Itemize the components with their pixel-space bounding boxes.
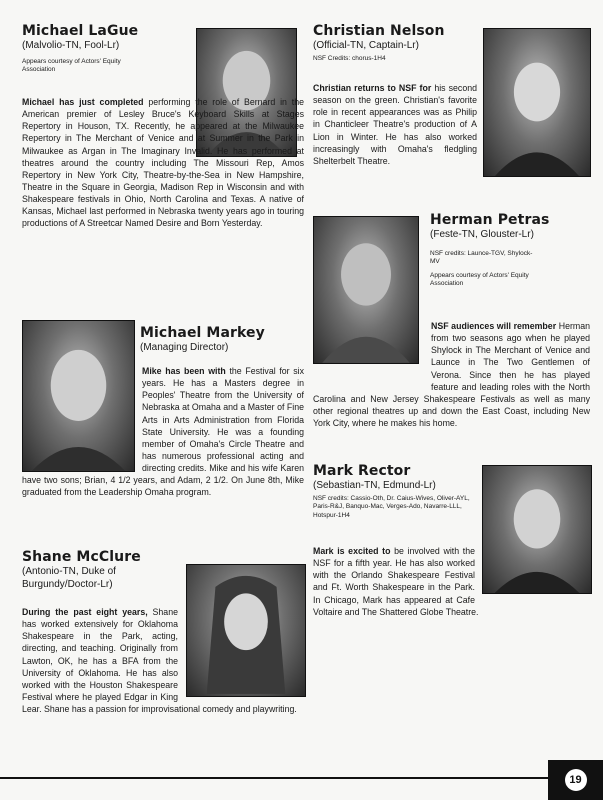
bio-michael-lague bbox=[22, 24, 190, 75]
bio-role: (Antonio-TN, Duke of Burgundy/Doctor-Lr) bbox=[22, 566, 116, 590]
page-number-badge bbox=[548, 760, 603, 800]
nsf-credits: NSF credits: Cassio-Oth, Dr. Caius-Wives, Oliver-AYL, Paris-R&J, Banquo-Mac, Verges-Ado, Navarre-LLL, Hotspur-1H4 bbox=[313, 494, 470, 519]
bio-mark-rector bbox=[313, 464, 483, 520]
bio-shane-mcclure bbox=[22, 550, 162, 591]
bio-name: Shane McClure bbox=[22, 549, 141, 565]
bio-text-michael-lague: Michael has just completed performing the role of Bernard in the American premier of Lesley Bruce's Keyboard Skills at Stages Repertory in Houson, TX. Recently, he appeared at the Milwaukee Repertory in The Merchant of Venice and at Summer in the Park in Milwaukee as Argan in The Imaginary Invalid. He has performed at theatres around the country including The Missouri Rep, Amos Repertory in New York City, Theatre-by-the-Sea in New Hampshire, Theatre in the Square in Georgia, Madison Rep in Wisconsin and with Shakespeare festivals in Ohio, North Carolina and Texas. A native of Kansas, Michael last performed in Nebraska twenty years ago in touring productions of A Streetcar Named Desire and Born Yesterday. bbox=[22, 97, 304, 229]
headshot-christian-nelson bbox=[483, 28, 591, 177]
bio-role: (Official-TN, Captain-Lr) bbox=[313, 40, 419, 52]
bio-name: Christian Nelson bbox=[313, 23, 445, 39]
bio-role: (Feste-TN, Glouster-Lr) bbox=[430, 229, 534, 241]
bio-name: Michael Markey bbox=[140, 325, 265, 341]
bio-text-shane-mcclure: During the past eight years, Shane has worked extensively for Oklahoma Shakespeare in the Park, acting, directing, and teaching. Originally from Lawton, OK, he has a BFA from the University of Oklahoma. He has also worked with the Houston Shakespeare Festival where he played Edgar in King Lear. Shane has a passion for improvisational comedy and playwriting. bbox=[22, 607, 297, 714]
portrait-icon bbox=[484, 29, 590, 176]
bio-role: (Sebastian-TN, Edmund-Lr) bbox=[313, 480, 436, 492]
bio-role: (Malvolio-TN, Fool-Lr) bbox=[22, 40, 120, 52]
bio-name: Mark Rector bbox=[313, 463, 411, 479]
page-number: 19 bbox=[565, 769, 587, 791]
bio-herman-petras bbox=[430, 213, 590, 289]
bio-text-christian-nelson: Christian returns to NSF for his second season on the green. Christian's favorite role in recent appearances was as Philip in Chanticleer Theatre's production of A Lion in Winter. He has also worked increasingly with Omaha's fledgling Shelterbelt Theatre. bbox=[313, 83, 477, 166]
bio-role: (Managing Director) bbox=[140, 342, 229, 354]
equity-note: Appears courtesy of Actors' Equity Association bbox=[22, 57, 121, 74]
bio-christian-nelson bbox=[313, 24, 473, 63]
nsf-credits: NSF Credits: chorus-1H4 bbox=[313, 54, 386, 62]
footer-rule bbox=[0, 777, 550, 779]
bio-michael-markey bbox=[140, 326, 300, 355]
bio-text-herman-petras: NSF audiences will remember Herman from two seasons ago when he played Shylock in The Merchant of Venice and Launce in The Two Gentlemen of Verona. Since then he has played feature and leading roles with the North Carolina and New Jersey Shakespeare Festivals as well as many other regional theatres up and down the East Coast, including New York City, where he makes his home. bbox=[313, 321, 591, 428]
bio-text-mark-rector: Mark is excited to be involved with the NSF for a fifth year. He has also worked with the Orlando Shakespeare Festival and Ft. Worth Shakespeare in the Park. In Chicago, Mark has appeared at Cafe Voltaire and The Shattered Globe Theatre. bbox=[313, 546, 479, 617]
bio-name: Michael LaGue bbox=[22, 23, 139, 39]
equity-note: Appears courtesy of Actors' Equity Association bbox=[430, 271, 529, 288]
bio-name: Herman Petras bbox=[430, 212, 550, 228]
nsf-credits: NSF credits: Launce-TGV, Shylock-MV bbox=[430, 249, 533, 266]
bio-text-michael-markey: Mike has been with the Festival for six years. He has a Masters degree in Peoples' Theatre from the University of Nebraska at Omaha and a Master of Fine Arts in Arts Administration from Florida State University. He was a founding member of Omaha's Circle Theatre and has numerous professional acting and directing credits. Mike and his wife Karen have two sons; Brian, 4 1/2 years, and Adam, 2 1/2. On June 8th, Mike graduated from the Leadership Omaha program. bbox=[22, 366, 304, 498]
